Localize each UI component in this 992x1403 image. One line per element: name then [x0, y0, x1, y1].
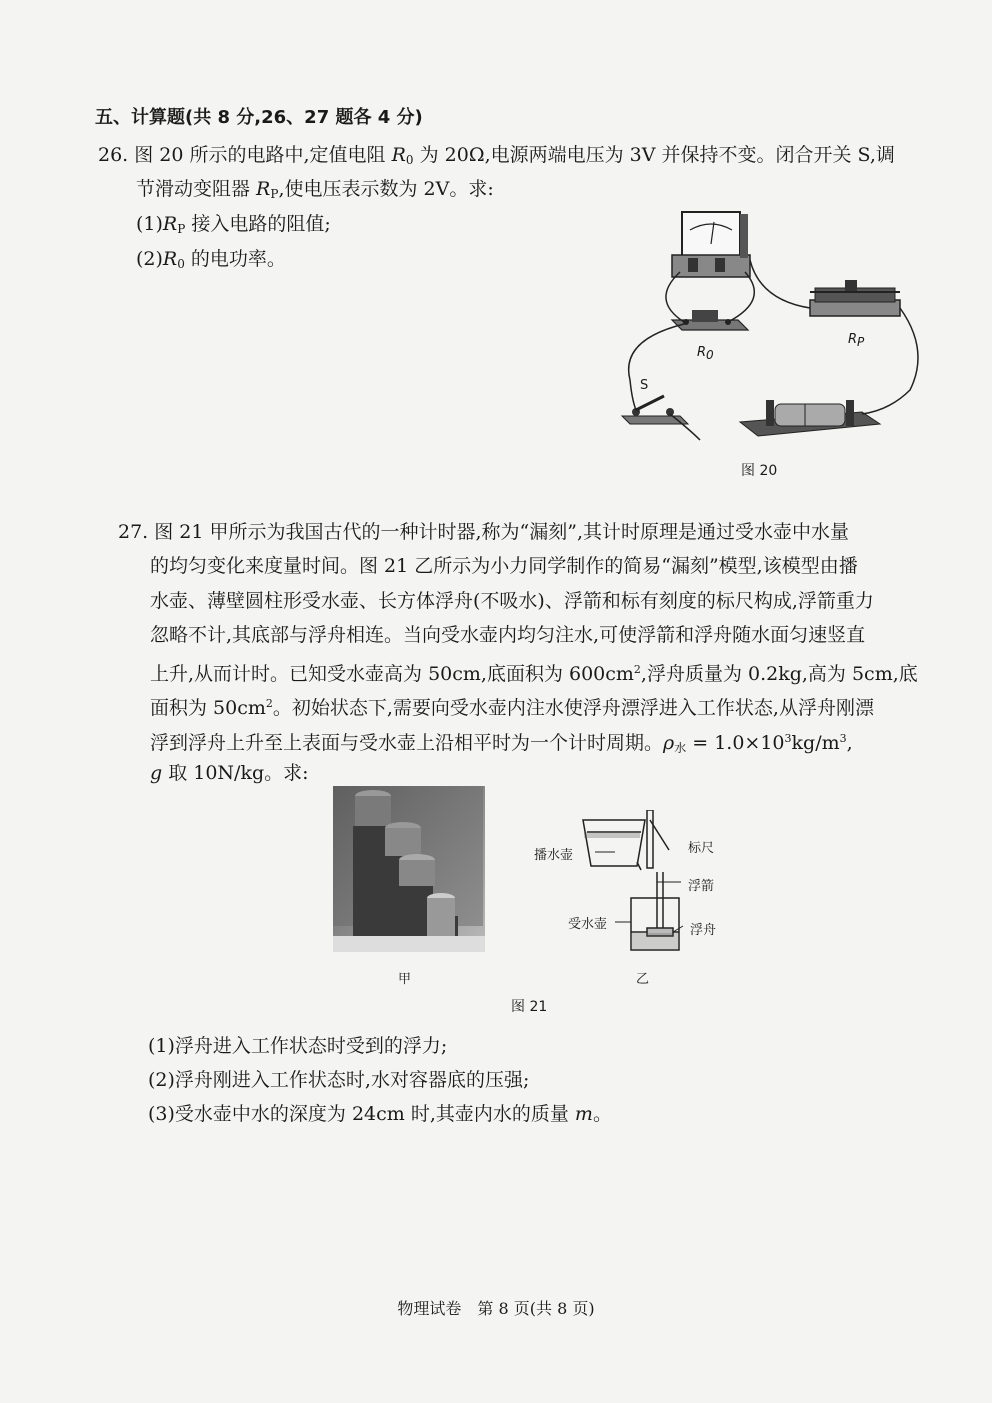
label-r: R [697, 345, 707, 360]
q26-text-1b: 为 20Ω,电源两端电压为 3V 并保持不变。闭合开关 S,调 [413, 144, 895, 166]
figure-21-caption: 图 21 [511, 999, 548, 1015]
q27-line-7 [150, 727, 853, 760]
q27-line-4: 忽略不计,其底部与浮舟相连。当向受水壶内均匀注水,可使浮箭和浮舟随水面匀速竖直 [150, 624, 866, 646]
label-rp [848, 332, 864, 349]
var-r: R [391, 144, 406, 166]
sub-0: 0 [177, 257, 185, 271]
var-rho: ρ [663, 732, 675, 754]
q27-subquestion-2: (2)浮舟刚进入工作状态时,水对容器底的压强; [148, 1069, 530, 1091]
q27-number: 27. [118, 521, 149, 543]
s3-text-a: (3)受水壶中水的深度为 24cm 时,其壶内水的质量 [148, 1103, 575, 1125]
label-fu-zhou: 浮舟 [690, 923, 717, 938]
voltmeter-icon [672, 212, 750, 277]
q26-text-2a: 节滑动变阻器 [136, 178, 257, 200]
q27-text-8: 取 10N/kg。求: [162, 762, 309, 784]
var-r: R [162, 248, 178, 270]
sub2-index: (2) [136, 248, 163, 270]
q27-text-7a: 浮到浮舟上升至上表面与受水壶上沿相平时为一个计时周期。 [150, 732, 664, 754]
q27-text-6a: 面积为 50cm [150, 697, 266, 719]
label-fu-jian: 浮箭 [688, 879, 715, 894]
q27-text-5a: 上升,从而计时。已知受水壶高为 50cm,底面积为 600cm [150, 663, 634, 685]
label-shou-shui-hu: 受水壶 [568, 917, 608, 932]
q27-subquestion-1: (1)浮舟进入工作状态时受到的浮力; [148, 1035, 448, 1057]
q27-text-5b: ,浮舟质量为 0.2kg,高为 5cm,底 [640, 663, 918, 685]
var-g: g [150, 762, 163, 784]
q26-line-2 [136, 177, 494, 206]
q27-text-6b: 。初始状态下,需要向受水壶内注水使浮舟漂浮进入工作状态,从浮舟刚漂 [272, 697, 874, 719]
sup: 3 [784, 732, 792, 745]
var-r: R [256, 178, 271, 200]
label-yi: 乙 [636, 972, 650, 987]
section-title: 五、计算题(共 8 分,26、27 题各 4 分) [95, 107, 423, 128]
sup: 3 [839, 732, 847, 745]
q27-text-7d: , [846, 732, 853, 754]
figure-20-caption: 图 20 [741, 463, 778, 479]
q26-text-1a: 图 20 所示的电路中,定值电阻 [134, 144, 392, 166]
q26-subquestion-1 [136, 212, 331, 241]
q26-number: 26. [98, 144, 129, 166]
sub-0: 0 [405, 153, 414, 167]
label-r: R [848, 332, 858, 347]
s3-text-b: 。 [592, 1103, 612, 1125]
sup: 2 [265, 697, 273, 710]
sub2-text: 的电功率。 [184, 248, 286, 270]
q26-text-2b: ,使电压表示数为 2V。求: [278, 178, 494, 200]
page-footer: 物理试卷 第 8 页(共 8 页) [397, 1299, 595, 1318]
label-sub: P [857, 335, 865, 349]
sub1-text: 接入电路的阻值; [185, 213, 331, 235]
figure-21-jia-photo [333, 786, 485, 952]
sup: 2 [633, 663, 641, 676]
label-biao-chi: 标尺 [688, 841, 715, 856]
q27-line-5 [150, 658, 918, 686]
sub-p: P [177, 222, 186, 236]
q27-text-7b: = 1.0×10 [686, 732, 785, 754]
sub: 水 [674, 741, 687, 755]
label-r0 [697, 345, 714, 362]
resistor-r0-icon [672, 310, 748, 330]
sub-p: P [270, 187, 279, 201]
q26-subquestion-2 [136, 247, 286, 276]
var-m: m [574, 1103, 593, 1125]
q27-line-3: 水壶、薄壁圆柱形受水壶、长方体浮舟(不吸水)、浮箭和标有刻度的标尺构成,浮箭重力 [150, 590, 874, 612]
label-sub: 0 [706, 348, 714, 362]
q27-text-7c: kg/m [791, 732, 840, 754]
q27-text-1: 图 21 甲所示为我国古代的一种计时器,称为“漏刻”,其计时原理是通过受水壶中水量 [154, 521, 850, 543]
figure-21-yi-diagram [575, 810, 685, 960]
q26-line-1 [98, 143, 895, 172]
q27-line-2: 的均匀变化来度量时间。图 21 乙所示为小力同学制作的简易“漏刻”模型,该模型由播 [150, 555, 858, 577]
q27-line-6 [150, 692, 874, 720]
q27-line-1 [118, 520, 849, 544]
q27-subquestion-3 [148, 1102, 612, 1126]
sub1-index: (1) [136, 213, 163, 235]
q27-line-8 [150, 761, 309, 785]
label-bo-shui-hu: 播水壶 [534, 848, 574, 863]
figure-20-circuit [600, 200, 940, 450]
label-s: S [640, 378, 649, 393]
label-jia: 甲 [398, 972, 412, 987]
var-r: R [162, 213, 178, 235]
rheostat-rp-icon [810, 280, 900, 316]
battery-icon [740, 400, 880, 436]
